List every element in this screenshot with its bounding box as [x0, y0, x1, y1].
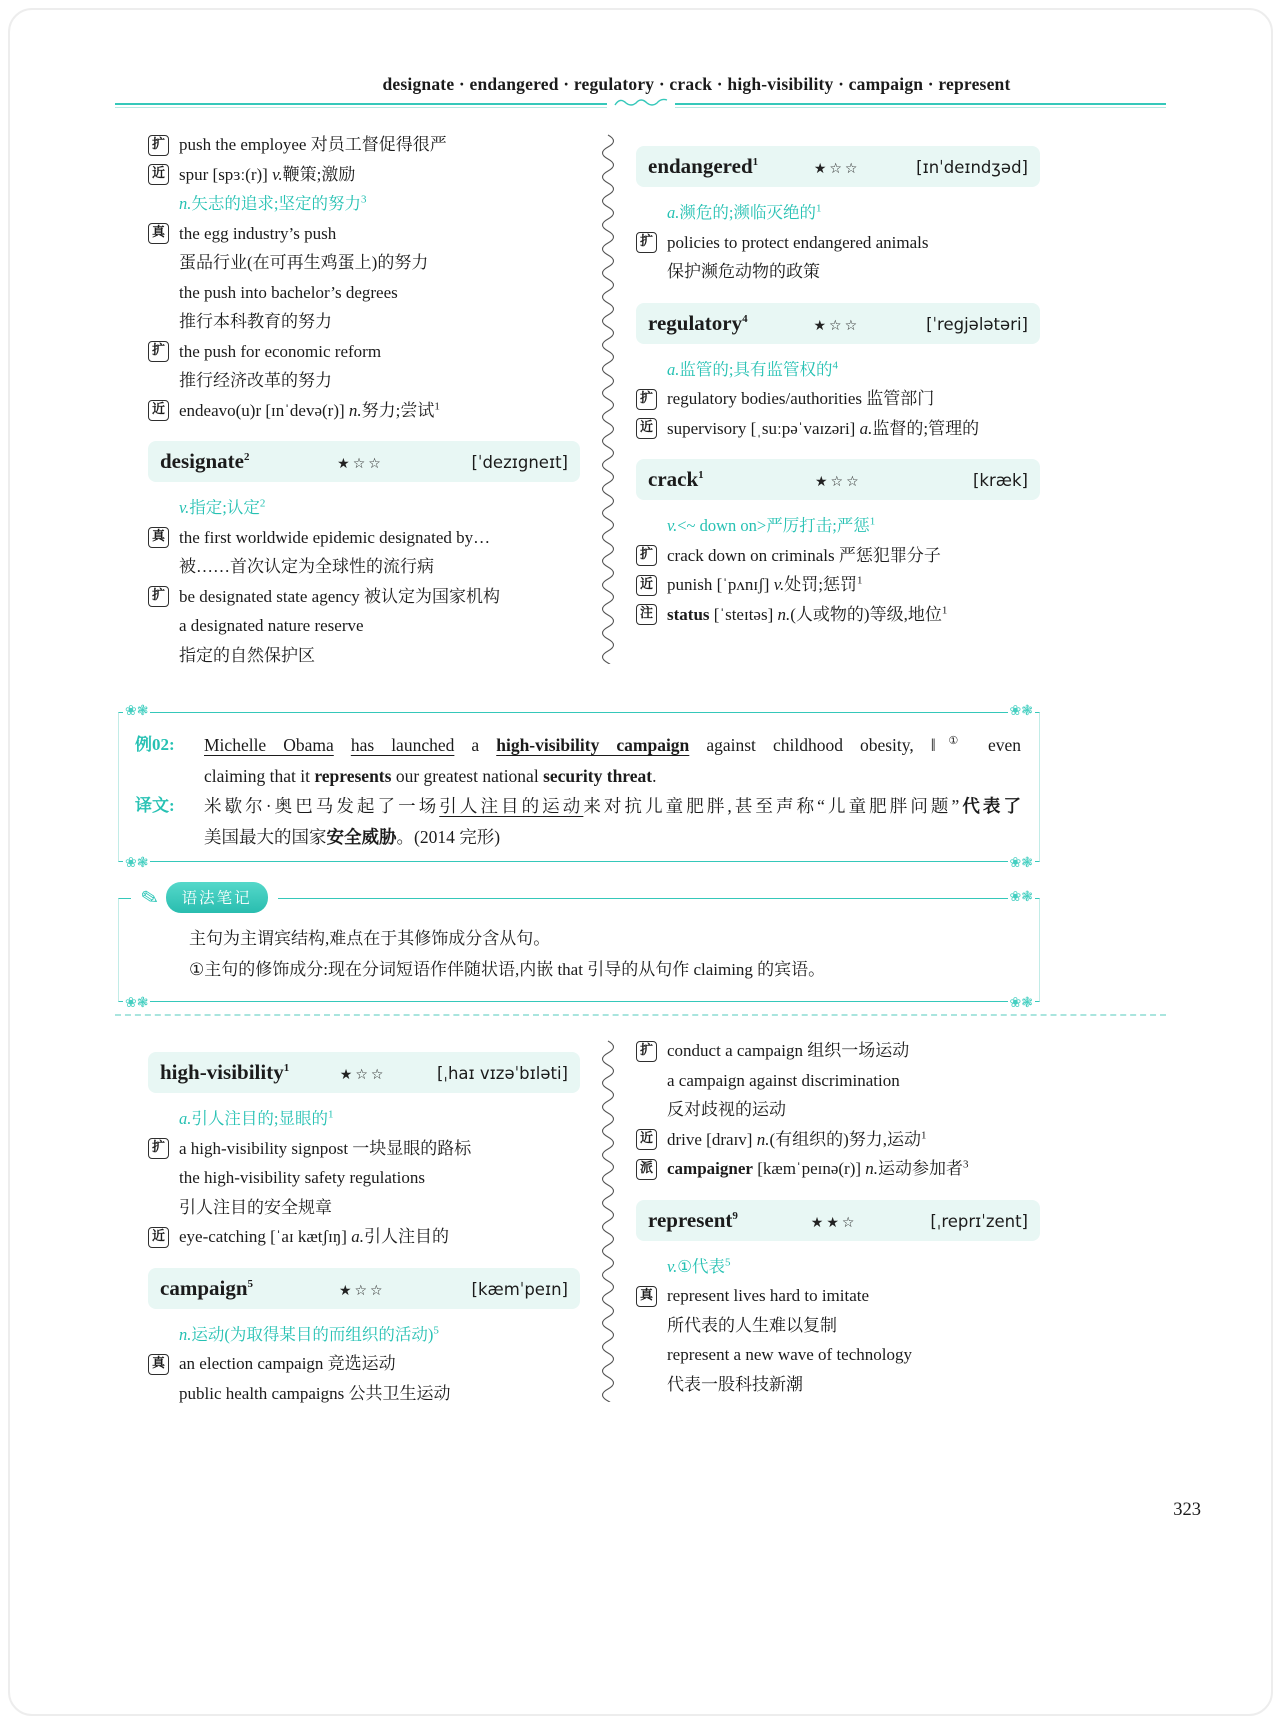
- headword-superscript: 9: [732, 1209, 738, 1222]
- text-segment: 推行经济改革的努力: [179, 371, 332, 390]
- headword-superscript: 4: [742, 312, 748, 325]
- text-segment: public health campaigns 公共卫生运动: [179, 1383, 451, 1403]
- text-segment: the push for economic reform: [179, 341, 382, 361]
- example-sentence-line: [135, 761, 1021, 792]
- text-segment: 矢志的追求;坚定的努力: [191, 194, 361, 213]
- headword-superscript: 5: [247, 1277, 254, 1290]
- text-segment: (人或物的)等级,地位: [790, 604, 942, 624]
- entry-continuation-line: [148, 611, 580, 641]
- text-segment: 5: [433, 1324, 439, 1336]
- text-segment: a.: [351, 1227, 364, 1246]
- text-segment: 保护濒危动物的政策: [667, 262, 820, 281]
- entry-continuation-line: [148, 248, 580, 278]
- definition-line: [636, 355, 1040, 385]
- text-segment: against childhood obesity, ‖: [689, 735, 936, 755]
- entry-continuation-line: [148, 1163, 580, 1193]
- text-segment: 蛋品行业(在可再生鸡蛋上)的努力: [179, 253, 429, 272]
- entry-continuation-line: [636, 1340, 1040, 1370]
- text-segment: 监督的;管理的: [872, 418, 980, 438]
- synonym-tag: 近: [148, 1227, 169, 1248]
- corner-flourish-icon: ❀❃: [1009, 889, 1033, 905]
- text-segment: v.: [667, 1256, 678, 1276]
- definition-line: [148, 493, 580, 523]
- entry-line: [148, 1222, 580, 1252]
- text-segment: 鞭策;激励: [282, 164, 356, 184]
- entry-continuation-line: [636, 1370, 1040, 1400]
- text-segment: ①: [935, 735, 971, 748]
- text-segment: 濒危的;濒临灭绝的: [679, 203, 816, 222]
- grammar-note-line: 主句为主谓宾结构,难点在于其修饰成分含从句。: [189, 929, 551, 948]
- synonym-tag: 近: [148, 400, 169, 421]
- text-segment: Michelle Obama: [204, 735, 334, 755]
- difficulty-stars: ★☆☆: [813, 161, 861, 177]
- headword-designate: [148, 441, 580, 482]
- column-separator: [580, 130, 636, 670]
- example-sentence-box: [118, 703, 1040, 871]
- text-segment: [334, 735, 351, 755]
- text-segment: 1: [857, 574, 863, 587]
- entry-line: [636, 414, 1040, 444]
- headword-high-visibility: [148, 1052, 580, 1093]
- headword-text: designate$^2$: [160, 449, 250, 473]
- text-segment: even: [970, 735, 1022, 755]
- text-segment: <~ down on>严厉打击;严惩: [677, 516, 870, 535]
- entry-line: [148, 160, 580, 190]
- text-segment: 所代表的人生难以复制: [667, 1315, 837, 1335]
- bottom-entries-section: [148, 1036, 1040, 1408]
- text-segment: eye-catching [ˈaɪ kætʃɪŋ]: [179, 1227, 352, 1246]
- text-segment: ①代表: [677, 1256, 726, 1276]
- phonetic-transcription: [ˈregjələtəri]: [926, 314, 1028, 334]
- text-segment: supervisory [ˌsuːpəˈvaɪzəri]: [667, 418, 860, 438]
- squiggle-divider-icon: [600, 134, 616, 664]
- translation-label: 译文:: [135, 796, 175, 815]
- grammar-note-header: [131, 882, 278, 913]
- text-segment: 3: [360, 193, 367, 206]
- synonym-tag: 近: [636, 575, 657, 596]
- text-segment: represent lives hard to imitate: [667, 1286, 870, 1305]
- text-segment: security threat: [543, 765, 653, 786]
- exam-example-tag: 真: [148, 527, 169, 548]
- text-segment: 推行本科教育的努力: [179, 312, 332, 331]
- headword-superscript: 1: [752, 156, 759, 168]
- entry-continuation-line: [636, 1311, 1040, 1341]
- text-segment: 3: [963, 1158, 969, 1171]
- entry-continuation-line: [148, 307, 580, 337]
- entry-line: [148, 219, 580, 249]
- entry-line: [148, 337, 580, 367]
- bottom-left-column: [148, 1036, 580, 1408]
- text-segment: 1: [815, 202, 822, 215]
- text-segment: the first worldwide epidemic designated by…: [179, 527, 491, 547]
- entry-continuation-line: [636, 1095, 1040, 1125]
- entry-line: [148, 396, 580, 426]
- translation-line: [135, 791, 1021, 822]
- text-segment: 1: [869, 515, 876, 528]
- definition-line: [636, 1252, 1040, 1282]
- text-segment: 努力;尝试: [361, 400, 435, 420]
- entry-line: [148, 582, 580, 612]
- text-segment: v.: [667, 516, 678, 535]
- text-segment: 指定;认定: [189, 498, 260, 517]
- entry-line: [148, 130, 580, 160]
- text-segment: 引人注目的;显眼的: [191, 1109, 328, 1128]
- grammar-note-box: [118, 883, 1040, 1011]
- text-segment: the high-visibility safety regulations: [179, 1168, 425, 1187]
- expansion-tag: 扩: [636, 545, 657, 566]
- grammar-note-title: 语法笔记: [166, 882, 268, 913]
- text-segment: 。(2014 完形): [396, 826, 501, 847]
- text-segment: 2: [259, 497, 266, 510]
- exam-example-tag: 真: [636, 1286, 657, 1307]
- text-segment: n.: [348, 400, 362, 420]
- text-segment: .: [652, 765, 657, 786]
- synonym-tag: 近: [636, 418, 657, 439]
- bottom-right-column: [636, 1036, 1040, 1408]
- text-segment: 引人注目的运动: [439, 796, 584, 816]
- text-segment: has launched: [350, 735, 455, 755]
- headword-represent: [636, 1200, 1040, 1241]
- text-segment: 运动参加者: [878, 1159, 964, 1178]
- expansion-tag: 扩: [148, 135, 169, 156]
- example-content: [135, 730, 1021, 852]
- text-segment: 指定的自然保护区: [179, 645, 315, 665]
- entry-line: [148, 523, 580, 553]
- headword-text: regulatory$^4$: [648, 310, 748, 335]
- text-segment: policies to protect endangered animals: [667, 232, 929, 252]
- entry-continuation-line: [148, 641, 580, 671]
- headword-text: crack$^1$: [648, 467, 704, 491]
- text-segment: [ˈsteɪtəs]: [709, 604, 778, 624]
- expansion-tag: 扩: [636, 389, 657, 410]
- difficulty-stars: ★☆☆: [815, 474, 862, 490]
- difficulty-stars: ★★☆: [810, 1214, 858, 1231]
- entry-continuation-line: [148, 366, 580, 396]
- text-segment: 引人注目的安全规章: [179, 1197, 332, 1217]
- text-segment: a.: [179, 1109, 192, 1128]
- entry-line: [636, 570, 1040, 600]
- entry-continuation-line: [148, 1193, 580, 1223]
- text-segment: 代表了: [959, 796, 1022, 816]
- example-sentence-line: [135, 730, 1021, 761]
- text-segment: 来对抗儿童肥胖,甚至声称“儿童肥胖问题”: [583, 796, 960, 816]
- text-segment: the egg industry’s push: [179, 223, 337, 243]
- headword-text: endangered$^1$: [648, 154, 759, 178]
- text-segment: push the employee 对员工督促得很严: [179, 135, 447, 154]
- difficulty-stars: ★☆☆: [813, 317, 861, 334]
- text-segment: a campaign against discrimination: [667, 1070, 900, 1090]
- text-segment: represents: [314, 765, 392, 786]
- squiggle-divider-icon: [600, 1040, 616, 1402]
- headword-text: campaign$^5$: [160, 1275, 254, 1300]
- entry-line: [636, 1125, 1040, 1155]
- expansion-tag: 扩: [148, 586, 169, 607]
- phonetic-transcription: [ˈdezɪgneɪt]: [471, 453, 568, 472]
- dashed-divider: [115, 1014, 1166, 1016]
- headword-superscript: 1: [698, 469, 704, 481]
- text-segment: spur [spɜː(r)]: [179, 164, 273, 184]
- headword-superscript: 2: [244, 451, 250, 463]
- definition-line: [148, 1104, 580, 1134]
- difficulty-stars: ★☆☆: [338, 1282, 386, 1299]
- page-number: 323: [1173, 1500, 1201, 1520]
- header-word-list: designate · endangered · regulatory · crack · high-visibility · campaign · represent: [382, 74, 1011, 94]
- text-segment: v.: [179, 498, 190, 517]
- text-segment: 引人注目的: [363, 1227, 449, 1246]
- text-segment: status: [667, 604, 710, 624]
- corner-flourish-icon: ❀❃: [1009, 703, 1033, 719]
- entry-continuation-line: [148, 278, 580, 308]
- text-segment: 4: [832, 359, 838, 371]
- text-segment: 1: [941, 603, 948, 616]
- text-segment: 被……首次认定为全球性的流行病: [179, 557, 434, 576]
- text-segment: 监管的;具有监管权的: [679, 359, 833, 379]
- text-segment: the push into bachelor’s degrees: [179, 282, 398, 302]
- exam-example-tag: 真: [148, 1354, 169, 1375]
- text-segment: a designated nature reserve: [179, 616, 364, 635]
- text-segment: conduct a campaign 组织一场运动: [667, 1041, 910, 1060]
- corner-flourish-icon: ❀❃: [1009, 995, 1033, 1011]
- example-number-label: 例02:: [135, 735, 175, 754]
- difficulty-stars: ★☆☆: [337, 456, 384, 472]
- text-segment: [kæmˈpeɪnə(r)]: [752, 1159, 866, 1178]
- quill-pen-icon: ✎: [138, 883, 161, 912]
- top-left-column: [148, 130, 580, 670]
- entry-line: [636, 541, 1040, 571]
- text-segment: n.: [865, 1159, 879, 1178]
- expansion-tag: 扩: [636, 1041, 657, 1062]
- entry-line: [148, 1349, 580, 1379]
- column-separator: [580, 1036, 636, 1408]
- text-segment: drive [draɪv]: [667, 1129, 757, 1149]
- text-segment: a.: [667, 203, 680, 222]
- headword-text: represent$^9$: [648, 1207, 738, 1232]
- note-tag: 注: [636, 604, 657, 625]
- text-segment: an election campaign 竞选运动: [179, 1354, 396, 1373]
- text-segment: 反对歧视的运动: [667, 1100, 786, 1119]
- corner-flourish-icon: ❀❃: [1009, 855, 1033, 871]
- text-segment: n.: [756, 1129, 770, 1149]
- definition-line: [148, 189, 580, 219]
- text-segment: crack down on criminals 严惩犯罪分子: [667, 545, 941, 565]
- wave-ornament-icon: [607, 97, 675, 115]
- entry-continuation-line: [148, 1379, 580, 1409]
- phonetic-transcription: [kæmˈpeɪn]: [471, 1279, 568, 1299]
- phonetic-transcription: [ˌhaɪ vɪzəˈbɪləti]: [436, 1064, 568, 1083]
- headword-regulatory: [636, 303, 1040, 344]
- text-segment: 5: [725, 1256, 731, 1268]
- synonym-tag: 近: [148, 164, 169, 185]
- expansion-tag: 扩: [148, 341, 169, 362]
- text-segment: a.: [667, 359, 680, 379]
- top-right-column: [636, 130, 1040, 670]
- text-segment: our greatest national: [391, 765, 544, 786]
- entry-line: [636, 1036, 1040, 1066]
- text-segment: 处罚;惩罚: [784, 575, 857, 594]
- corner-flourish-icon: ❀❃: [125, 995, 149, 1011]
- text-segment: 1: [434, 399, 440, 412]
- expansion-tag: 扩: [148, 1138, 169, 1159]
- entry-line: [148, 1134, 580, 1164]
- entry-line: [636, 1154, 1040, 1184]
- entry-line: [636, 384, 1040, 414]
- text-segment: regulatory bodies/authorities 监管部门: [667, 389, 935, 408]
- text-segment: represent a new wave of technology: [667, 1345, 912, 1364]
- corner-flourish-icon: ❀❃: [125, 703, 149, 719]
- text-segment: campaigner: [667, 1159, 753, 1178]
- definition-line: [636, 511, 1040, 541]
- headword-endangered: [636, 146, 1040, 187]
- entry-continuation-line: [636, 257, 1040, 287]
- text-segment: n.: [179, 1324, 192, 1344]
- entry-continuation-line: [636, 1066, 1040, 1096]
- example-sentence-line: [135, 822, 1021, 853]
- headword-text: high-visibility$^1$: [160, 1060, 290, 1084]
- text-segment: 1: [327, 1108, 334, 1121]
- difficulty-stars: ★☆☆: [339, 1067, 387, 1083]
- top-entries-section: [148, 130, 1040, 670]
- text-segment: (有组织的)努力,运动: [769, 1129, 922, 1149]
- text-segment: 代表一股科技新潮: [667, 1374, 803, 1394]
- entry-continuation-line: [148, 552, 580, 582]
- text-segment: v.: [272, 164, 283, 184]
- text-segment: v.: [773, 575, 785, 594]
- expansion-tag: 扩: [636, 232, 657, 253]
- corner-flourish-icon: ❀❃: [125, 855, 149, 871]
- entry-line: [636, 1281, 1040, 1311]
- headword-superscript: 1: [283, 1062, 290, 1074]
- headword-campaign: [148, 1268, 580, 1309]
- exam-example-tag: 真: [148, 223, 169, 244]
- phonetic-transcription: [ˌreprɪˈzent]: [930, 1211, 1028, 1231]
- entry-line: [636, 228, 1040, 258]
- derivative-tag: 派: [636, 1159, 657, 1180]
- definition-line: [636, 198, 1040, 228]
- entry-line: [636, 600, 1040, 630]
- text-segment: high-visibility campaign: [496, 735, 690, 755]
- text-segment: n.: [179, 194, 192, 213]
- text-segment: punish [ˈpʌnɪʃ]: [667, 575, 774, 594]
- text-segment: claiming that it: [204, 765, 315, 786]
- text-segment: 美国最大的国家: [204, 826, 327, 847]
- phonetic-transcription: [kræk]: [973, 471, 1028, 490]
- phonetic-transcription: [ɪnˈdeɪndʒəd]: [916, 158, 1028, 177]
- grammar-note-line: ①主句的修饰成分:现在分词短语作伴随状语,内嵌 that 引导的从句作 claiming 的宾语。: [189, 960, 826, 979]
- text-segment: 米歇尔·奥巴马发起了一场: [204, 796, 440, 816]
- header-divider: [115, 103, 1166, 108]
- text-segment: n.: [777, 604, 791, 624]
- headword-crack: [636, 459, 1040, 500]
- definition-line: [148, 1320, 580, 1350]
- text-segment: be designated state agency 被认定为国家机构: [179, 586, 501, 606]
- text-segment: 安全威胁: [326, 826, 397, 847]
- text-segment: a high-visibility signpost 一块显眼的路标: [179, 1138, 472, 1158]
- text-segment: a: [454, 735, 497, 755]
- synonym-tag: 近: [636, 1129, 657, 1150]
- text-segment: endeavo(u)r [ɪnˈdevə(r)]: [179, 400, 349, 420]
- text-segment: 运动(为取得某目的而组织的活动): [191, 1324, 434, 1344]
- text-segment: a.: [859, 418, 873, 438]
- text-segment: 1: [921, 1128, 927, 1141]
